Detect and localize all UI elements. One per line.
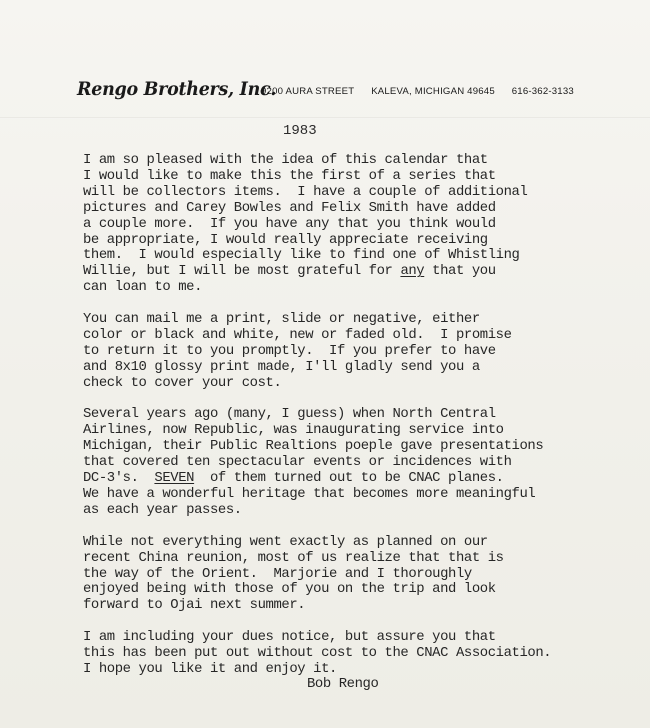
text-line-underlined [83,264,643,280]
text-line: Michigan, their Public Realtions poeple gave presentations [83,438,544,455]
text-line: Airlines, now Republic, was inaugurating service into [83,422,504,439]
text-line: them. I would especially like to find one of Whistling [83,247,520,264]
text-segment: DC-3's. [83,470,155,487]
text-segment: of them turned out to be CNAC planes. [194,470,504,487]
text-line-underlined [83,471,643,487]
paper-fold-line [0,117,650,119]
underlined-word: any [400,263,425,280]
city-state-zip: KALEVA, MICHIGAN 49645 [371,86,495,97]
text-segment: Willie, but I will be most grateful for [83,263,401,280]
paragraph-2 [83,312,643,392]
text-line: forward to Ojai next summer. [83,597,306,614]
phone-number: 616-362-3133 [511,86,574,97]
paragraph-3 [83,407,643,518]
letterhead [77,78,637,102]
text-line: enjoyed being with those of you on the trip and look [83,581,496,598]
text-line: and 8x10 glossy print made, I'll gladly send you a [83,358,480,375]
text-line: We have a wonderful heritage that becomes more meaningful [83,486,536,502]
underlined-word: SEVEN [154,470,195,487]
text-line: color or black and white, new or faded old. I promise [83,326,512,343]
text-line: check to cover your cost. [83,374,282,391]
text-line: While not everything went exactly as planned on our [83,533,488,550]
paragraph-4 [83,535,643,615]
text-line: I am so pleased with the idea of this calendar that [83,152,488,168]
text-line: a couple more. If you have any that you think would [83,215,496,232]
company-address [261,86,588,97]
street-address: 9200 AURA STREET [261,86,355,97]
signature: Bob Rengo [307,676,379,692]
letter-year: 1983 [283,123,317,139]
text-line: will be collectors items. I have a couple of additional [83,183,528,200]
text-line: I hope you like it and enjoy it. [83,660,337,677]
text-line: pictures and Carey Bowles and Felix Smith have added [83,199,496,216]
paragraph-1 [83,153,643,296]
text-segment: that you [424,263,496,280]
text-line: recent China reunion, most of us realize that that is [83,549,504,566]
text-line: Several years ago (many, I guess) when North Central [83,406,496,423]
text-line: I am including your dues notice, but assure you that [83,629,496,646]
text-line: be appropriate, I would really appreciate receiving [83,231,488,248]
company-name: Rengo Brothers, Inc. [77,78,277,100]
text-line: as each year passes. [83,501,242,518]
text-line: to return it to you promptly. If you prefer to have [83,342,496,359]
text-line: this has been put out without cost to the CNAC Association. [83,645,552,662]
paragraph-5 [83,630,643,678]
text-line: the way of the Orient. Marjorie and I thoroughly [83,565,472,582]
letter-body [83,153,643,694]
text-line: You can mail me a print, slide or negative, either [83,311,480,328]
text-line: I would like to make this the first of a series that [83,167,496,184]
text-line: can loan to me. [83,279,203,296]
text-line: that covered ten spectacular events or incidences with [83,454,512,471]
